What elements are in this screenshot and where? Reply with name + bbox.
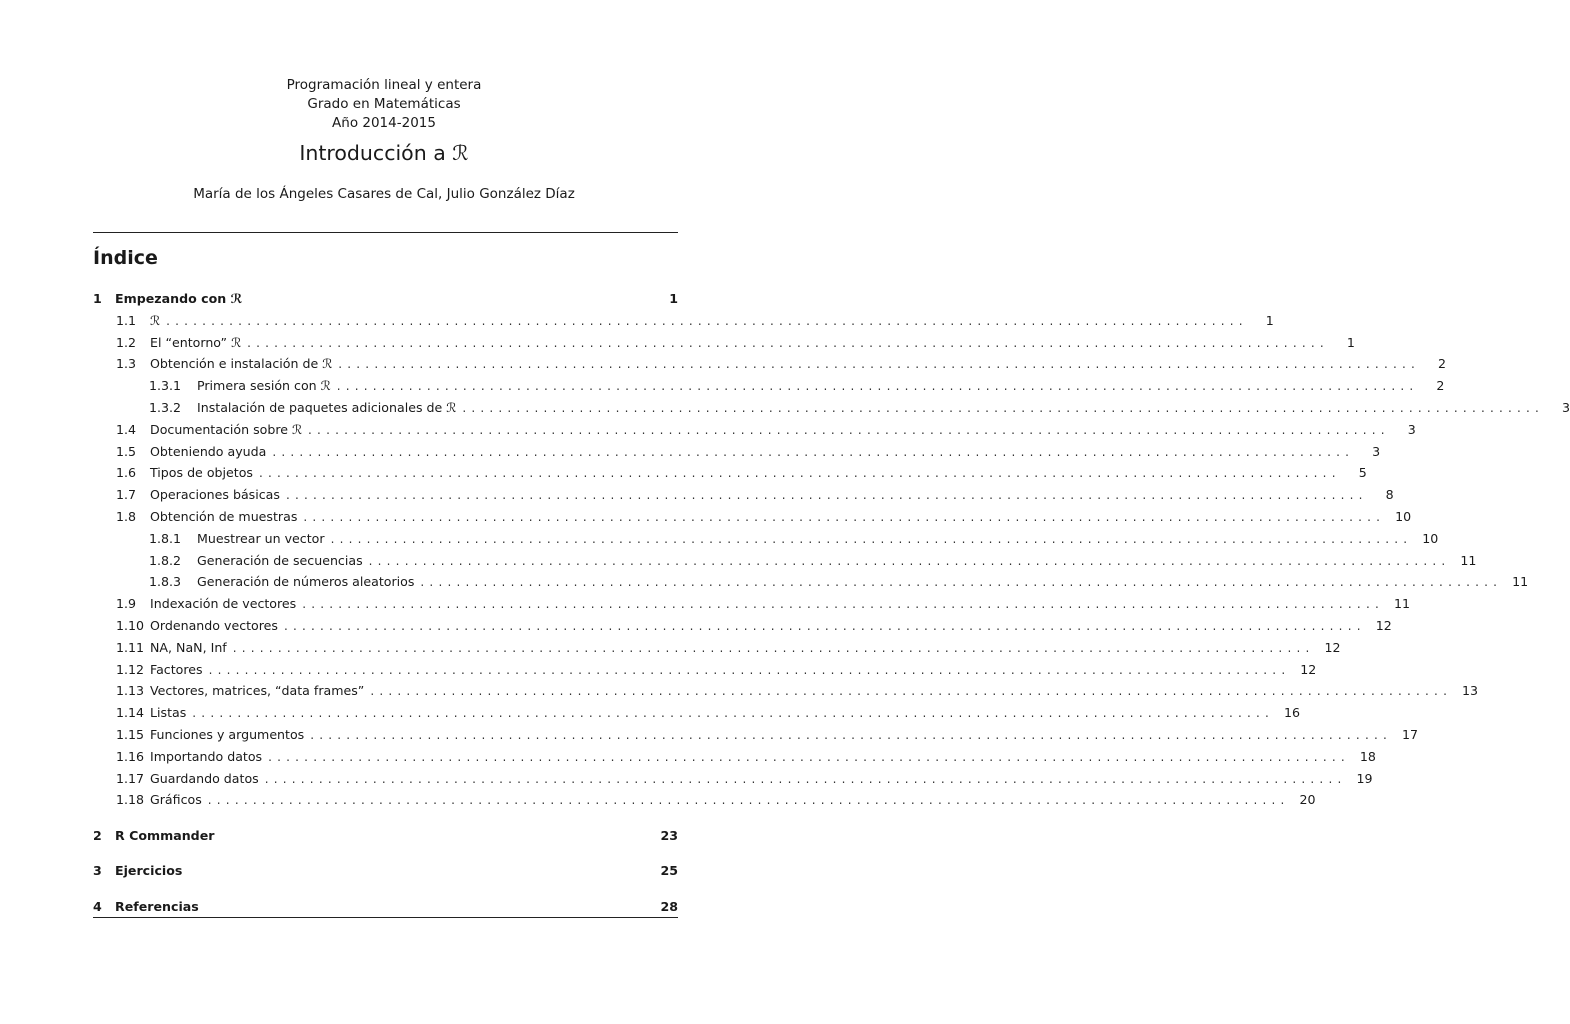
- toc-entry-number: 1.12: [116, 662, 145, 677]
- toc-leader-dots: ........................................................................................................................: [338, 357, 1420, 371]
- toc-entry-number: 1.7: [116, 487, 137, 502]
- toc-leader-dots: ........................................................................................................................: [462, 401, 1545, 415]
- toc-entry-number: 1.8.2: [149, 553, 182, 568]
- top-rule: [93, 232, 678, 233]
- toc-heading: Índice: [93, 247, 158, 269]
- toc-entry-number: 1: [93, 291, 102, 306]
- toc-leader-dots: ........................................................................................................................: [330, 532, 1413, 546]
- toc-entry[interactable]: [93, 679, 1479, 699]
- toc-entry-page: 28: [660, 899, 678, 914]
- toc-leader-dots: ........................................................................................................................: [232, 641, 1315, 655]
- toc-entry-title: Listas: [150, 705, 187, 720]
- toc-entry-number: 3: [93, 863, 102, 878]
- toc-entry-number: 1.13: [116, 683, 145, 698]
- toc-entry-title: Instalación de paquetes adicionales de ℛ: [197, 400, 457, 415]
- toc-entry[interactable]: [93, 396, 1570, 416]
- toc-entry-title: NA, NaN, Inf: [150, 640, 227, 655]
- toc-entry[interactable]: [93, 592, 1410, 612]
- toc-entry-title: Ordenando vectores: [150, 618, 278, 633]
- toc-entry[interactable]: [93, 658, 1317, 678]
- toc-entry-page: 25: [660, 863, 678, 878]
- authors: María de los Ángeles Casares de Cal, Julio González Díaz: [193, 186, 575, 202]
- toc-leader-dots: ........................................................................................................................: [368, 554, 1451, 568]
- toc-entry-page: 12: [1375, 618, 1392, 633]
- toc-entry-number: 1.14: [116, 705, 145, 720]
- toc-entry-title: Empezando con ℛ: [115, 291, 243, 306]
- toc-entry-page: 19: [1356, 771, 1373, 786]
- toc-entry[interactable]: [93, 505, 1412, 525]
- toc-entry-title: Tipos de objetos: [150, 465, 253, 480]
- toc-entry-page: 5: [1358, 465, 1367, 480]
- toc-entry[interactable]: [93, 636, 1341, 656]
- toc-entry[interactable]: [93, 701, 1301, 721]
- toc-entry-page: 2: [1437, 356, 1446, 371]
- toc-entry-title: Primera sesión con ℛ: [197, 378, 331, 393]
- toc-entry[interactable]: [93, 461, 1367, 481]
- toc-entry-page: 3: [1372, 444, 1381, 459]
- toc-entry-title: Generación de secuencias: [197, 553, 363, 568]
- toc-entry-page: 1: [1265, 313, 1274, 328]
- toc-entry[interactable]: [93, 527, 1439, 547]
- toc-entry-title: Importando datos: [150, 749, 263, 764]
- toc-leader-dots: ........................................................................................................................: [268, 750, 1350, 764]
- toc-entry-title: Muestrear un vector: [197, 531, 325, 546]
- toc-entry-page: 12: [1324, 640, 1341, 655]
- toc-entry-title: Documentación sobre ℛ: [150, 422, 303, 437]
- toc-entry-page: 11: [1393, 596, 1410, 611]
- toc-entry-title: Operaciones básicas: [150, 487, 280, 502]
- toc-leader-dots: ........................................................................................................................: [420, 575, 1503, 589]
- toc-entry-page: 16: [1284, 705, 1301, 720]
- toc-leader-dots: ........................................................................................................................: [308, 423, 1390, 437]
- toc-entry[interactable]: [93, 287, 678, 307]
- toc-entry-number: 1.2: [116, 335, 137, 350]
- toc-leader-dots: ........................................................................................................................: [208, 663, 1291, 677]
- toc-entry-page: 18: [1359, 749, 1376, 764]
- toc-entry[interactable]: [93, 745, 1376, 765]
- toc-entry-number: 1.5: [116, 444, 137, 459]
- toc-entry-number: 1.3: [116, 356, 137, 371]
- toc-entry-number: 1.15: [116, 727, 145, 742]
- toc-entry-number: 1.3.2: [149, 400, 182, 415]
- toc-entry-title: Generación de números aleatorios: [197, 574, 415, 589]
- toc-entry[interactable]: [93, 895, 678, 915]
- toc-entry-title: Gráficos: [150, 792, 202, 807]
- toc-entry[interactable]: [93, 767, 1373, 787]
- toc-entry-page: 1: [1346, 335, 1355, 350]
- toc-entry-number: 1.6: [116, 465, 137, 480]
- toc-entry[interactable]: [93, 331, 1355, 351]
- toc-entry-page: 17: [1401, 727, 1418, 742]
- toc-entry-page: 2: [1436, 378, 1445, 393]
- toc-entry-number: 1.17: [116, 771, 145, 786]
- toc-leader-dots: ........................................................................................................................: [258, 466, 1341, 480]
- toc-entry[interactable]: [93, 570, 1529, 590]
- toc-leader-dots: ........................................................................................................................: [336, 379, 1419, 393]
- toc-leader-dots: ........................................................................................................................: [207, 793, 1290, 807]
- toc-entry-title: Vectores, matrices, “data frames”: [150, 683, 365, 698]
- toc-entry[interactable]: [93, 788, 1316, 808]
- toc-leader-dots: ........................................................................................................................: [370, 684, 1453, 698]
- toc-entry[interactable]: [93, 374, 1445, 394]
- toc-entry-title: Factores: [150, 662, 203, 677]
- toc-entry[interactable]: [93, 352, 1446, 372]
- toc-entry-page: 10: [1395, 509, 1412, 524]
- toc-entry-number: 1.11: [116, 640, 145, 655]
- toc-entry-page: 23: [660, 828, 678, 843]
- toc-entry-number: 1.8: [116, 509, 137, 524]
- toc-entry-title: Indexación de vectores: [150, 596, 297, 611]
- academic-year: Año 2014-2015: [332, 115, 436, 131]
- toc-entry-number: 1.8.1: [149, 531, 182, 546]
- toc-leader-dots: ........................................................................................................................: [285, 488, 1368, 502]
- toc-entry[interactable]: [93, 418, 1416, 438]
- toc-entry-page: 1: [669, 291, 678, 306]
- toc-leader-dots: ........................................................................................................................: [272, 445, 1355, 459]
- toc-entry[interactable]: [93, 723, 1418, 743]
- toc-entry[interactable]: [93, 440, 1381, 460]
- toc-entry-title: Obteniendo ayuda: [150, 444, 267, 459]
- toc-entry[interactable]: [93, 824, 678, 844]
- toc-entry[interactable]: [93, 859, 678, 879]
- toc-entry[interactable]: [93, 549, 1477, 569]
- toc-entry-number: 1.18: [116, 792, 145, 807]
- toc-entry-title: R Commander: [115, 828, 215, 843]
- toc-entry-title: Obtención e instalación de ℛ: [150, 356, 333, 371]
- toc-entry-number: 1.9: [116, 596, 137, 611]
- document-title: Introducción a ℛ: [299, 141, 469, 165]
- toc-leader-dots: ........................................................................................................................: [302, 597, 1384, 611]
- toc-leader-dots: ........................................................................................................................: [192, 706, 1275, 720]
- toc-entry-number: 1.3.1: [149, 378, 182, 393]
- toc-entry-page: 10: [1422, 531, 1439, 546]
- toc-entry-page: 3: [1562, 400, 1570, 415]
- bottom-rule: [93, 917, 678, 918]
- toc-entry-number: 1.8.3: [149, 574, 182, 589]
- toc-entry[interactable]: [93, 483, 1394, 503]
- toc-entry-number: 1.16: [116, 749, 145, 764]
- toc-leader-dots: ........................................................................................................................: [283, 619, 1366, 633]
- toc-entry-number: 1.4: [116, 422, 137, 437]
- toc-entry-number: 1.1: [116, 313, 137, 328]
- toc-entry-page: 12: [1300, 662, 1317, 677]
- toc-entry-page: 13: [1462, 683, 1479, 698]
- document-header: [0, 76, 768, 133]
- toc-entry-page: 11: [1512, 574, 1529, 589]
- toc-entry-page: 11: [1460, 553, 1477, 568]
- toc-leader-dots: ........................................................................................................................: [264, 772, 1347, 786]
- toc-entry-number: 2: [93, 828, 102, 843]
- degree-name: Grado en Matemáticas: [307, 96, 461, 112]
- toc-entry[interactable]: [93, 614, 1392, 634]
- toc-entry-title: Funciones y argumentos: [150, 727, 305, 742]
- toc-entry-title: Guardando datos: [150, 771, 259, 786]
- toc-entry-number: 1.10: [116, 618, 145, 633]
- toc-entry-title: Ejercicios: [115, 863, 183, 878]
- toc-entry-page: 20: [1299, 792, 1316, 807]
- toc-entry-page: 3: [1407, 422, 1416, 437]
- toc-entry-title: Referencias: [115, 899, 199, 914]
- toc-entry-title: El “entorno” ℛ: [150, 335, 242, 350]
- toc-entry-title: Obtención de muestras: [150, 509, 298, 524]
- toc-leader-dots: ........................................................................................................................: [310, 728, 1392, 742]
- toc-leader-dots: ........................................................................................................................: [166, 314, 1248, 328]
- toc-entry[interactable]: [93, 309, 1274, 329]
- toc-entry-number: 4: [93, 899, 102, 914]
- toc-entry-title: ℛ: [150, 313, 161, 328]
- toc-leader-dots: ........................................................................................................................: [247, 336, 1329, 350]
- course-name: Programación lineal y entera: [286, 77, 482, 93]
- toc-entry-page: 8: [1385, 487, 1394, 502]
- toc-leader-dots: ........................................................................................................................: [303, 510, 1386, 524]
